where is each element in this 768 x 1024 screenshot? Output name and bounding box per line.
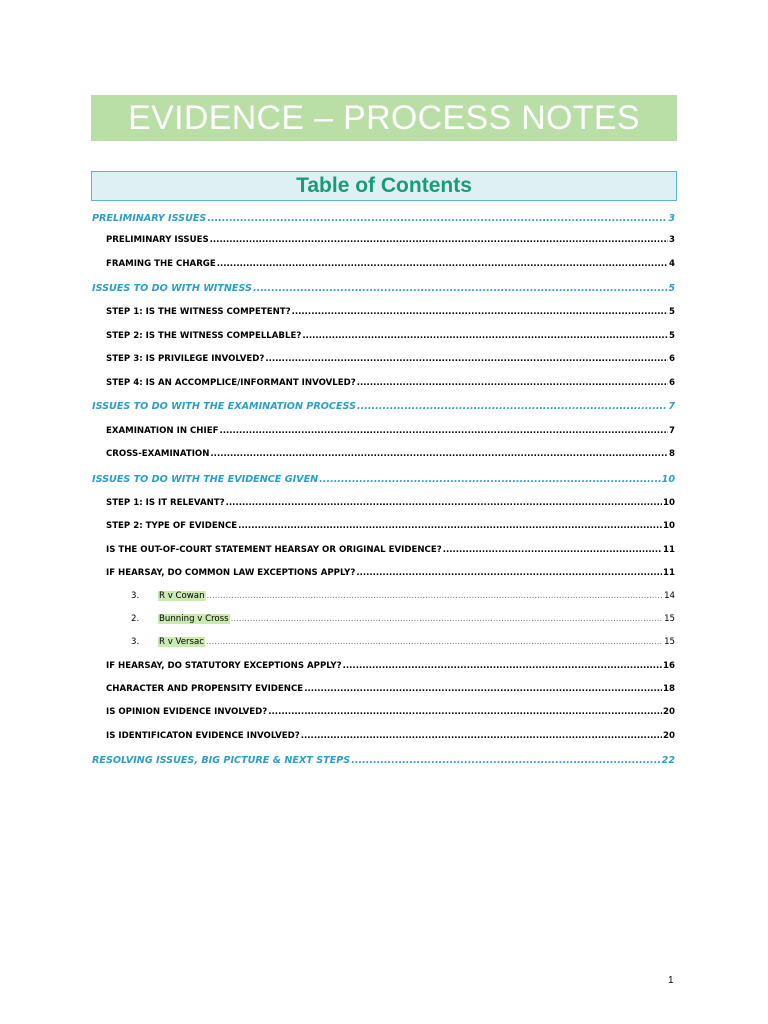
toc-subsection-link[interactable] — [106, 498, 675, 508]
toc-page-number: 20 — [663, 731, 675, 741]
dot-leader — [206, 637, 663, 647]
toc-page-number: 6 — [669, 378, 675, 388]
toc-page-number: 20 — [663, 707, 675, 717]
toc-page-number: 7 — [669, 426, 675, 436]
toc-page-number: 11 — [663, 568, 675, 578]
toc-entry-label: STEP 2: IS THE WITNESS COMPELLABLE? — [106, 331, 302, 341]
dot-leader — [356, 568, 662, 578]
toc-entry-label: ISSUES TO DO WITH THE EXAMINATION PROCESS — [92, 401, 356, 412]
toc-page-number: 10 — [661, 474, 675, 485]
document-title: EVIDENCE – PROCESS NOTES — [128, 98, 640, 137]
dot-leader — [207, 591, 664, 601]
toc-entry-label: CROSS-EXAMINATION — [106, 449, 210, 459]
toc-entry-label: STEP 1: IS THE WITNESS COMPETENT? — [106, 307, 291, 317]
dot-leader — [268, 707, 662, 717]
toc-subsection-link[interactable] — [106, 354, 675, 364]
toc-section-link[interactable] — [92, 474, 675, 485]
toc-entry-label: IS IDENTIFICATON EVIDENCE INVOLVED? — [106, 731, 300, 741]
toc-entry-label: ISSUES TO DO WITH WITNESS — [92, 283, 252, 294]
dot-leader — [219, 426, 668, 436]
toc-entry-label — [131, 591, 206, 601]
toc-page-number: 15 — [664, 614, 675, 624]
toc-page-number: 11 — [663, 545, 675, 555]
dot-leader — [253, 283, 667, 294]
toc-entry-label: IF HEARSAY, DO STATUTORY EXCEPTIONS APPLY? — [106, 661, 342, 671]
dot-leader — [210, 449, 668, 459]
toc-subsection-link[interactable] — [106, 521, 675, 531]
toc-page-number: 6 — [669, 354, 675, 364]
dot-leader — [226, 498, 662, 508]
toc-entry-label: PRELIMINARY ISSUES — [106, 235, 209, 245]
toc-entry-label: STEP 3: IS PRIVILEGE INVOLVED? — [106, 354, 265, 364]
toc-page-number: 10 — [663, 521, 675, 531]
dot-leader — [351, 755, 660, 766]
dot-leader — [292, 307, 668, 317]
toc-section-link[interactable] — [92, 283, 675, 294]
dot-leader — [443, 545, 662, 555]
dot-leader — [210, 235, 668, 245]
dot-leader — [343, 661, 662, 671]
toc-subsection-link[interactable] — [106, 307, 675, 317]
toc-subsection-link[interactable] — [106, 235, 675, 245]
toc-entry-label: IF HEARSAY, DO COMMON LAW EXCEPTIONS APPLY? — [106, 568, 356, 578]
toc-page-number: 5 — [669, 307, 675, 317]
toc-entry-label: FRAMING THE CHARGE — [106, 259, 216, 269]
document-title-banner — [91, 95, 677, 141]
toc-entry-label: EXAMINATION IN CHIEF — [106, 426, 219, 436]
toc-entry-label: IS OPINION EVIDENCE INVOLVED? — [106, 707, 268, 717]
toc-entry-label: STEP 1: IS IT RELEVANT? — [106, 498, 225, 508]
dot-leader — [217, 259, 668, 269]
toc-title: Table of Contents — [296, 174, 472, 197]
toc-entry-label: STEP 4: IS AN ACCOMPLICE/INFORMANT INVOVLED? — [106, 378, 356, 388]
toc-header — [91, 171, 677, 201]
toc-page-number: 5 — [668, 283, 675, 294]
toc-subsection-link[interactable] — [106, 545, 675, 555]
dot-leader — [231, 614, 663, 624]
toc-entry-label — [131, 614, 230, 624]
toc-page-number: 18 — [663, 684, 675, 694]
page-number: 1 — [668, 975, 674, 986]
toc-page-number: 8 — [669, 449, 675, 459]
toc-page-number: 14 — [664, 591, 675, 601]
toc-entry-label: PRELIMINARY ISSUES — [92, 213, 207, 224]
toc-subsection-link[interactable] — [106, 449, 675, 459]
toc-entry-number: 3. — [131, 637, 140, 647]
toc-page-number: 3 — [668, 213, 675, 224]
toc-entry-label: STEP 2: TYPE OF EVIDENCE — [106, 521, 238, 531]
toc-entry-label: IS THE OUT-OF-COURT STATEMENT HEARSAY OR ORIGINAL EVIDENCE? — [106, 545, 442, 555]
dot-leader — [238, 521, 662, 531]
toc-page-number: 22 — [661, 755, 675, 766]
toc-case-name: R v Cowan — [159, 591, 205, 601]
dot-leader — [357, 378, 668, 388]
toc-subsection-link[interactable] — [106, 426, 675, 436]
dot-leader — [207, 213, 667, 224]
dot-leader — [302, 331, 668, 341]
dot-leader — [304, 684, 662, 694]
toc-page-number: 15 — [664, 637, 675, 647]
toc-entry-label: RESOLVING ISSUES, BIG PICTURE & NEXT STEPS — [92, 755, 351, 766]
toc-subsection-link[interactable] — [106, 568, 675, 578]
toc-subsection-link[interactable] — [106, 684, 675, 694]
toc-subsection-link[interactable] — [106, 378, 675, 388]
toc-entry-number: 2. — [131, 614, 140, 624]
toc-case-link[interactable] — [131, 614, 675, 624]
toc-case-link[interactable] — [131, 591, 675, 601]
dot-leader — [319, 474, 660, 485]
toc-subsection-link[interactable] — [106, 259, 675, 269]
toc-subsection-link[interactable] — [106, 731, 675, 741]
toc-case-name: Bunning v Cross — [159, 614, 229, 624]
toc-page-number: 5 — [669, 331, 675, 341]
toc-entry-label: ISSUES TO DO WITH THE EVIDENCE GIVEN — [92, 474, 319, 485]
toc-entry-number: 3. — [131, 591, 140, 601]
dot-leader — [357, 401, 667, 412]
toc-page-number: 3 — [669, 235, 675, 245]
toc-section-link[interactable] — [92, 401, 675, 412]
toc-subsection-link[interactable] — [106, 707, 675, 717]
toc-subsection-link[interactable] — [106, 331, 675, 341]
toc-page-number: 7 — [668, 401, 675, 412]
toc-entry-label: CHARACTER AND PROPENSITY EVIDENCE — [106, 684, 304, 694]
toc-entry-label — [131, 637, 205, 647]
toc-page-number: 4 — [669, 259, 675, 269]
toc-section-link[interactable] — [92, 755, 675, 766]
toc-case-name: R v Versac — [159, 637, 205, 647]
toc-page-number: 10 — [663, 498, 675, 508]
toc-case-link[interactable] — [131, 637, 675, 647]
dot-leader — [301, 731, 662, 741]
toc-subsection-link[interactable] — [106, 661, 675, 671]
dot-leader — [265, 354, 668, 364]
toc-page-number: 16 — [663, 661, 675, 671]
toc-section-link[interactable] — [92, 213, 675, 224]
